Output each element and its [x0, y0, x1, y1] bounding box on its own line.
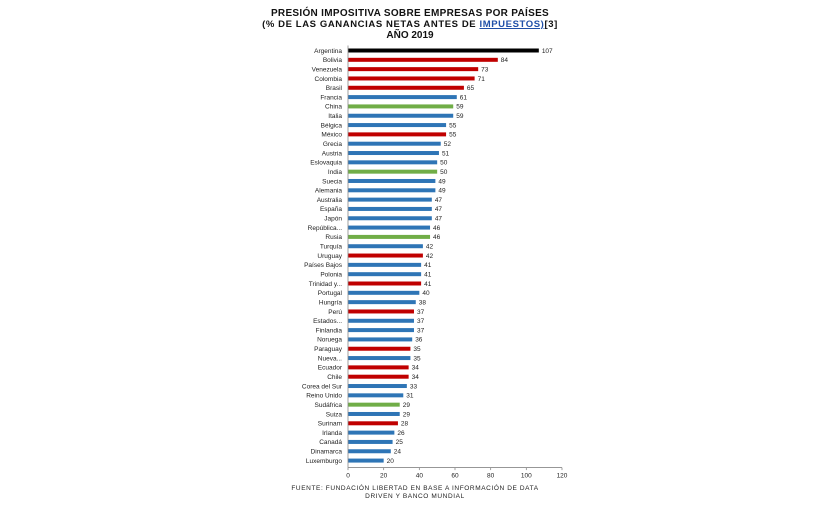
data-label: 47: [434, 215, 443, 223]
category-label: Reino Unido: [306, 392, 342, 400]
category-label: Irlanda: [322, 429, 342, 437]
bar: [348, 67, 478, 71]
data-label: 41: [424, 262, 432, 270]
data-label: 46: [433, 224, 441, 232]
category-label: Australia: [316, 196, 342, 204]
bar: [348, 170, 437, 174]
category-label: Turquía: [319, 243, 342, 251]
chart-title: PRESIÓN IMPOSITIVA SOBRE EMPRESAS POR PAÍSES: [270, 8, 550, 19]
category-label: Países Bajos: [304, 262, 342, 270]
bar: [348, 347, 410, 351]
category-label: Bolivia: [322, 57, 342, 65]
bar: [348, 226, 430, 230]
data-label: 84: [500, 57, 509, 65]
bar: [348, 151, 439, 155]
category-label: República...: [307, 224, 342, 232]
data-label: 26: [397, 429, 405, 437]
bar: [348, 431, 394, 435]
bar: [348, 300, 416, 304]
bar: [348, 254, 423, 258]
category-label: Uruguay: [317, 252, 342, 260]
category-label: China: [325, 103, 342, 111]
data-label: 61: [459, 94, 468, 102]
bar: [348, 179, 435, 183]
x-tick-label: 100: [520, 472, 532, 480]
data-label: 36: [415, 336, 423, 344]
data-label: 49: [438, 178, 446, 186]
data-label: 34: [411, 364, 419, 372]
category-label: Argentina: [314, 47, 342, 55]
x-tick-label: 40: [415, 472, 423, 480]
data-label: 59: [456, 113, 464, 121]
data-label: 31: [406, 392, 414, 400]
category-label: Trinidad y...: [308, 280, 342, 288]
bar: [348, 384, 407, 388]
bar: [348, 282, 421, 286]
bar: [348, 123, 446, 127]
bar: [348, 421, 398, 425]
category-label: Perú: [328, 308, 342, 316]
bar: [348, 188, 435, 192]
data-label: 35: [413, 355, 421, 363]
category-label: Portugal: [317, 290, 342, 298]
data-label: 49: [438, 187, 446, 195]
subtitle-footnote-ref[interactable]: [3]: [544, 19, 558, 30]
data-label: 20: [386, 457, 394, 465]
bar: [348, 142, 441, 146]
x-tick-label: 120: [556, 472, 568, 480]
data-label: 52: [443, 141, 451, 148]
data-label: 46: [433, 234, 441, 242]
category-label: Noruega: [317, 336, 342, 344]
bar: [348, 291, 419, 295]
category-label: Grecia: [322, 141, 342, 148]
bar: [348, 95, 457, 99]
data-label: 29: [402, 401, 410, 409]
bar: [348, 49, 539, 53]
category-label: Estados...: [313, 318, 342, 326]
bar: [348, 365, 409, 369]
data-label: 24: [393, 448, 402, 456]
data-label: 40: [422, 290, 430, 298]
x-tick-label: 80: [487, 472, 495, 480]
bar: [348, 58, 498, 62]
category-label: Sudáfrica: [314, 401, 342, 409]
category-label: Colombia: [314, 75, 342, 83]
bar: [348, 375, 409, 379]
data-label: 73: [481, 66, 489, 74]
data-label: 35: [413, 346, 421, 354]
bar: [348, 337, 412, 341]
bar: [348, 403, 400, 407]
category-label: Japón: [324, 215, 342, 223]
category-label: México: [321, 131, 342, 139]
category-label: Brasil: [325, 85, 342, 93]
source-note-line2: DRIVEN Y BANCO MUNDIAL: [365, 493, 465, 500]
category-label: Finlandia: [315, 327, 342, 335]
category-label: Corea del Sur: [301, 383, 342, 391]
category-label: Alemania: [314, 187, 342, 195]
category-label: Italia: [328, 113, 342, 121]
data-label: 29: [402, 411, 410, 419]
bar: [348, 272, 421, 276]
data-label: 107: [541, 47, 553, 55]
bar: [348, 216, 432, 220]
data-label: 37: [416, 327, 425, 335]
bar: [348, 309, 414, 313]
bar: [348, 198, 432, 202]
category-label: Suecia: [322, 178, 342, 186]
bar: [348, 235, 430, 239]
data-label: 42: [425, 243, 434, 251]
category-label: Luxemburgo: [305, 457, 342, 465]
data-label: 41: [424, 280, 432, 288]
category-label: Austria: [321, 150, 342, 158]
bar: [348, 319, 414, 323]
data-label: 37: [416, 318, 425, 326]
bar: [348, 393, 403, 397]
data-label: 33: [409, 383, 418, 391]
data-label: 41: [424, 271, 432, 279]
data-label: 50: [440, 168, 448, 176]
bar: [348, 449, 391, 453]
category-label: Ecuador: [317, 364, 342, 372]
bar: [348, 356, 410, 360]
data-label: 59: [456, 103, 464, 111]
category-label: Surinam: [317, 420, 342, 428]
bar: [348, 459, 384, 463]
category-label: Nueva...: [317, 355, 342, 363]
category-label: Venezuela: [311, 66, 342, 74]
bar: [348, 104, 453, 108]
data-label: 55: [449, 122, 457, 130]
category-label: Paraguay: [314, 346, 342, 354]
category-label: Eslovaquia: [310, 159, 342, 167]
bar: [348, 440, 393, 444]
data-label: 50: [440, 159, 448, 167]
x-tick-label: 20: [380, 472, 388, 480]
data-label: 34: [411, 374, 419, 381]
category-label: Suiza: [325, 411, 342, 419]
data-label: 38: [418, 299, 427, 307]
bar: [348, 207, 432, 211]
bar: [348, 114, 453, 118]
subtitle-text: (% DE LAS GANANCIAS NETAS ANTES DE: [262, 19, 480, 30]
bar: [348, 76, 475, 80]
bar: [348, 244, 423, 248]
bar: [348, 412, 400, 416]
data-label: 65: [466, 85, 475, 93]
data-label: 25: [395, 439, 403, 447]
x-tick-label: 0: [346, 472, 350, 480]
category-label: Francia: [320, 94, 342, 102]
data-label: 37: [416, 308, 425, 316]
source-note-line1: FUENTE: FUNDACIÓN LIBERTAD EN BASE A INFORMACIÓN DE DATA: [291, 485, 539, 492]
category-label: Bélgica: [320, 122, 342, 130]
data-label: 55: [449, 131, 457, 139]
subtitle-link[interactable]: IMPUESTOS): [479, 19, 545, 30]
bar: [348, 86, 464, 90]
category-label: Hungría: [318, 299, 342, 307]
bar: [348, 160, 437, 164]
data-label: 71: [477, 75, 485, 83]
data-label: 51: [441, 150, 450, 158]
category-label: Rusia: [325, 234, 342, 242]
data-label: 42: [425, 252, 434, 260]
category-label: Dinamarca: [310, 448, 342, 456]
category-label: Polonia: [320, 271, 342, 279]
bar: [348, 132, 446, 136]
category-label: Canadá: [319, 439, 342, 447]
data-label: 47: [434, 196, 443, 204]
bar: [348, 328, 414, 332]
category-label: Chile: [327, 374, 342, 381]
bar: [348, 263, 421, 267]
category-label: India: [327, 168, 342, 176]
x-tick-label: 60: [451, 472, 459, 480]
data-label: 47: [434, 206, 443, 214]
chart-year: AÑO 2019: [386, 30, 434, 41]
category-label: España: [319, 206, 342, 214]
data-label: 28: [400, 420, 409, 428]
